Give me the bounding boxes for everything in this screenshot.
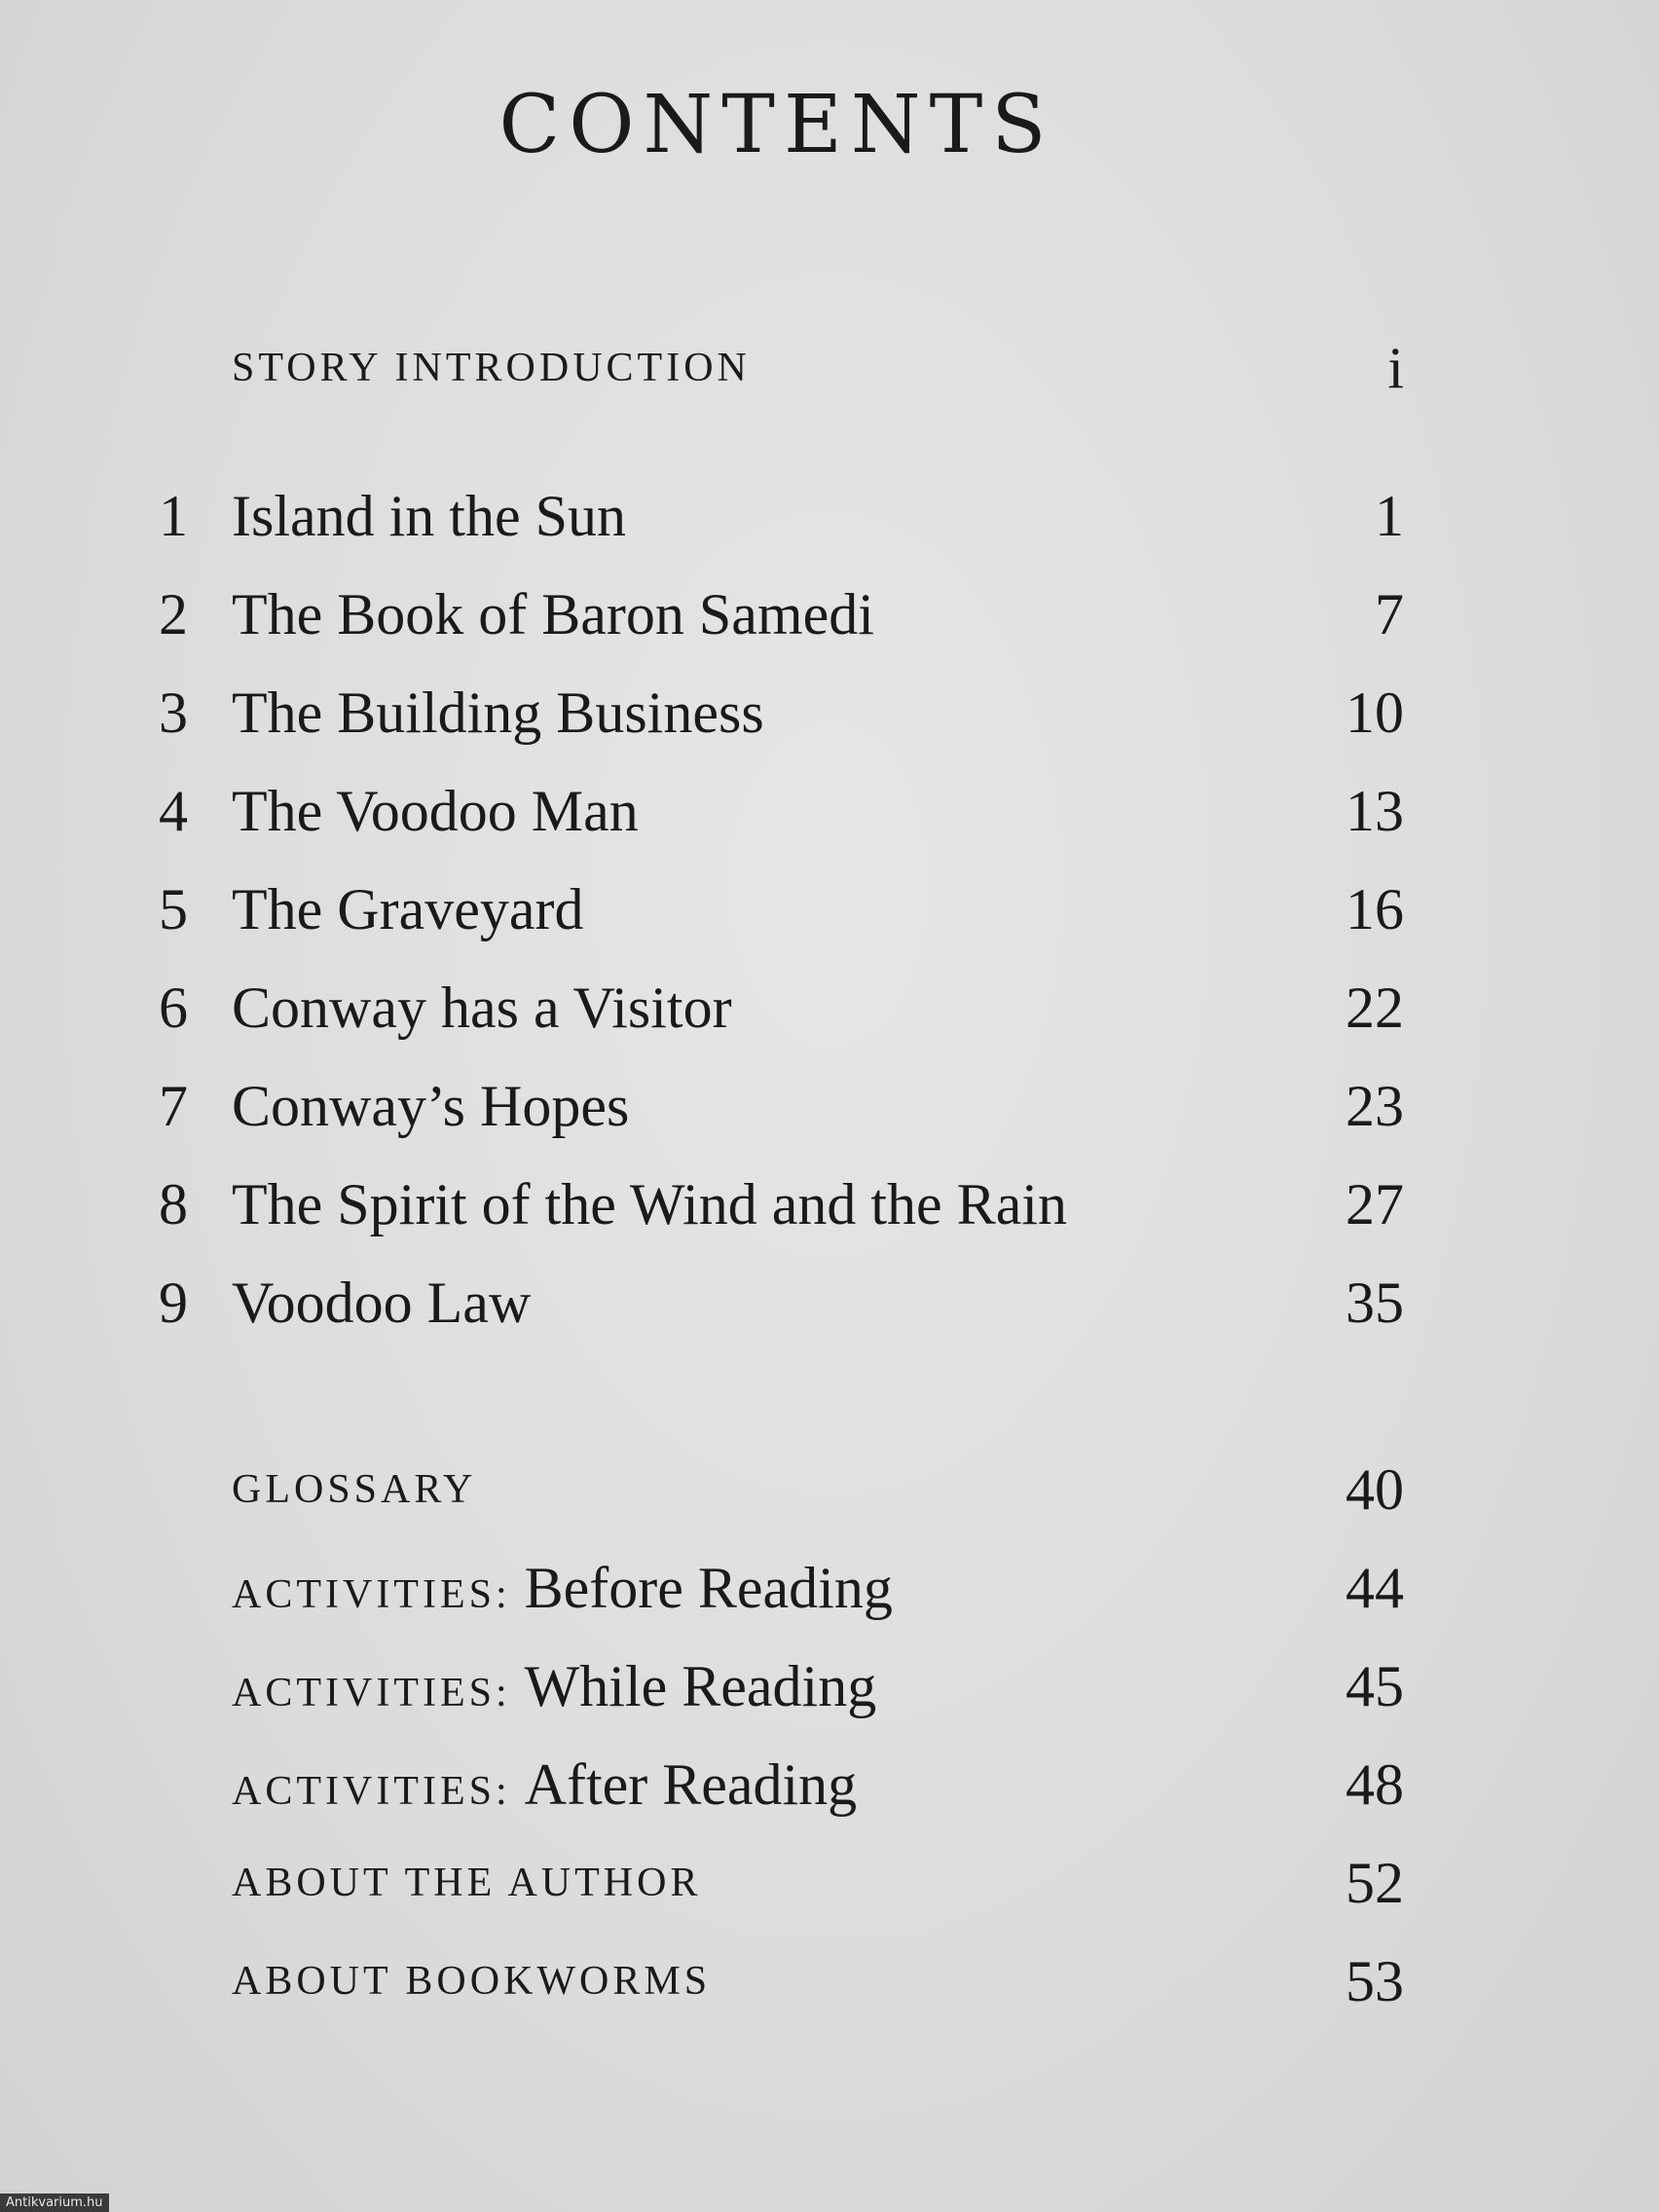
toc-back-matter-row[interactable]	[0, 1746, 1659, 1824]
back-matter-label: ACTIVITIES:	[232, 1769, 511, 1814]
chapter-number: 6	[159, 976, 188, 1040]
toc-back-matter-row[interactable]	[0, 1549, 1659, 1627]
chapter-number: 8	[159, 1172, 188, 1236]
toc-chapter-row[interactable]	[0, 575, 1659, 653]
chapter-page: 1	[1375, 484, 1404, 548]
toc-chapter-row[interactable]	[0, 674, 1659, 752]
chapter-title: Voodoo Law	[232, 1271, 532, 1335]
chapter-number: 2	[159, 582, 188, 646]
back-matter-label: ABOUT BOOKWORMS	[232, 1959, 712, 2004]
chapter-number: 4	[159, 779, 188, 843]
toc-chapter-row[interactable]	[0, 477, 1659, 555]
chapter-number: 7	[159, 1074, 188, 1138]
back-matter-subtitle: Before Reading	[524, 1556, 893, 1620]
chapter-page: 23	[1346, 1074, 1404, 1138]
back-matter-page: 53	[1346, 1949, 1404, 2013]
back-matter-label: GLOSSARY	[232, 1467, 477, 1512]
toc-entry-title: STORY INTRODUCTION	[232, 346, 751, 390]
back-matter-page: 48	[1346, 1752, 1404, 1817]
chapter-title: The Building Business	[232, 681, 764, 745]
toc-chapter-row[interactable]	[0, 870, 1659, 948]
back-matter-entry	[232, 1746, 857, 1830]
back-matter-label: ACTIVITIES:	[232, 1572, 511, 1617]
chapter-title: Conway has a Visitor	[232, 976, 732, 1040]
chapter-title: The Spirit of the Wind and the Rain	[232, 1172, 1067, 1236]
chapter-title: The Graveyard	[232, 877, 584, 941]
chapter-title: Island in the Sun	[232, 484, 626, 548]
chapter-title: The Voodoo Man	[232, 779, 639, 843]
watermark-label: Antikvarium.hu	[0, 2194, 109, 2212]
toc-chapter-row[interactable]	[0, 1165, 1659, 1243]
back-matter-page: 40	[1346, 1457, 1404, 1522]
page-title: CONTENTS	[498, 79, 1055, 171]
chapter-page: 7	[1375, 582, 1404, 646]
toc-entry-page: i	[1387, 336, 1404, 400]
chapter-page: 35	[1346, 1271, 1404, 1335]
chapter-title: The Book of Baron Samedi	[232, 582, 874, 646]
back-matter-page: 45	[1346, 1654, 1404, 1718]
back-matter-entry	[232, 1647, 876, 1732]
back-matter-label: ABOUT THE AUTHOR	[232, 1861, 702, 1905]
chapter-number: 3	[159, 681, 188, 745]
toc-back-matter-row[interactable]	[0, 1942, 1659, 2020]
back-matter-entry	[232, 1549, 893, 1634]
chapter-page: 27	[1346, 1172, 1404, 1236]
toc-back-matter-row[interactable]	[0, 1844, 1659, 1922]
chapter-page: 16	[1346, 877, 1404, 941]
back-matter-page: 52	[1346, 1851, 1404, 1915]
toc-chapter-row[interactable]	[0, 1067, 1659, 1145]
back-matter-subtitle: While Reading	[524, 1654, 877, 1718]
back-matter-page: 44	[1346, 1556, 1404, 1620]
toc-chapter-row[interactable]	[0, 1264, 1659, 1342]
back-matter-subtitle: After Reading	[524, 1752, 858, 1817]
toc-back-matter-row[interactable]	[0, 1647, 1659, 1725]
toc-chapter-row[interactable]	[0, 969, 1659, 1047]
chapter-number: 1	[159, 484, 188, 548]
back-matter-label: ACTIVITIES:	[232, 1671, 511, 1715]
chapter-page: 10	[1346, 681, 1404, 745]
chapter-number: 5	[159, 877, 188, 941]
toc-chapter-row[interactable]	[0, 772, 1659, 850]
toc-entry-story-introduction[interactable]	[0, 329, 1659, 407]
chapter-page: 13	[1346, 779, 1404, 843]
toc-back-matter-row[interactable]	[0, 1451, 1659, 1529]
chapter-number: 9	[159, 1271, 188, 1335]
chapter-title: Conway’s Hopes	[232, 1074, 630, 1138]
chapter-page: 22	[1346, 976, 1404, 1040]
